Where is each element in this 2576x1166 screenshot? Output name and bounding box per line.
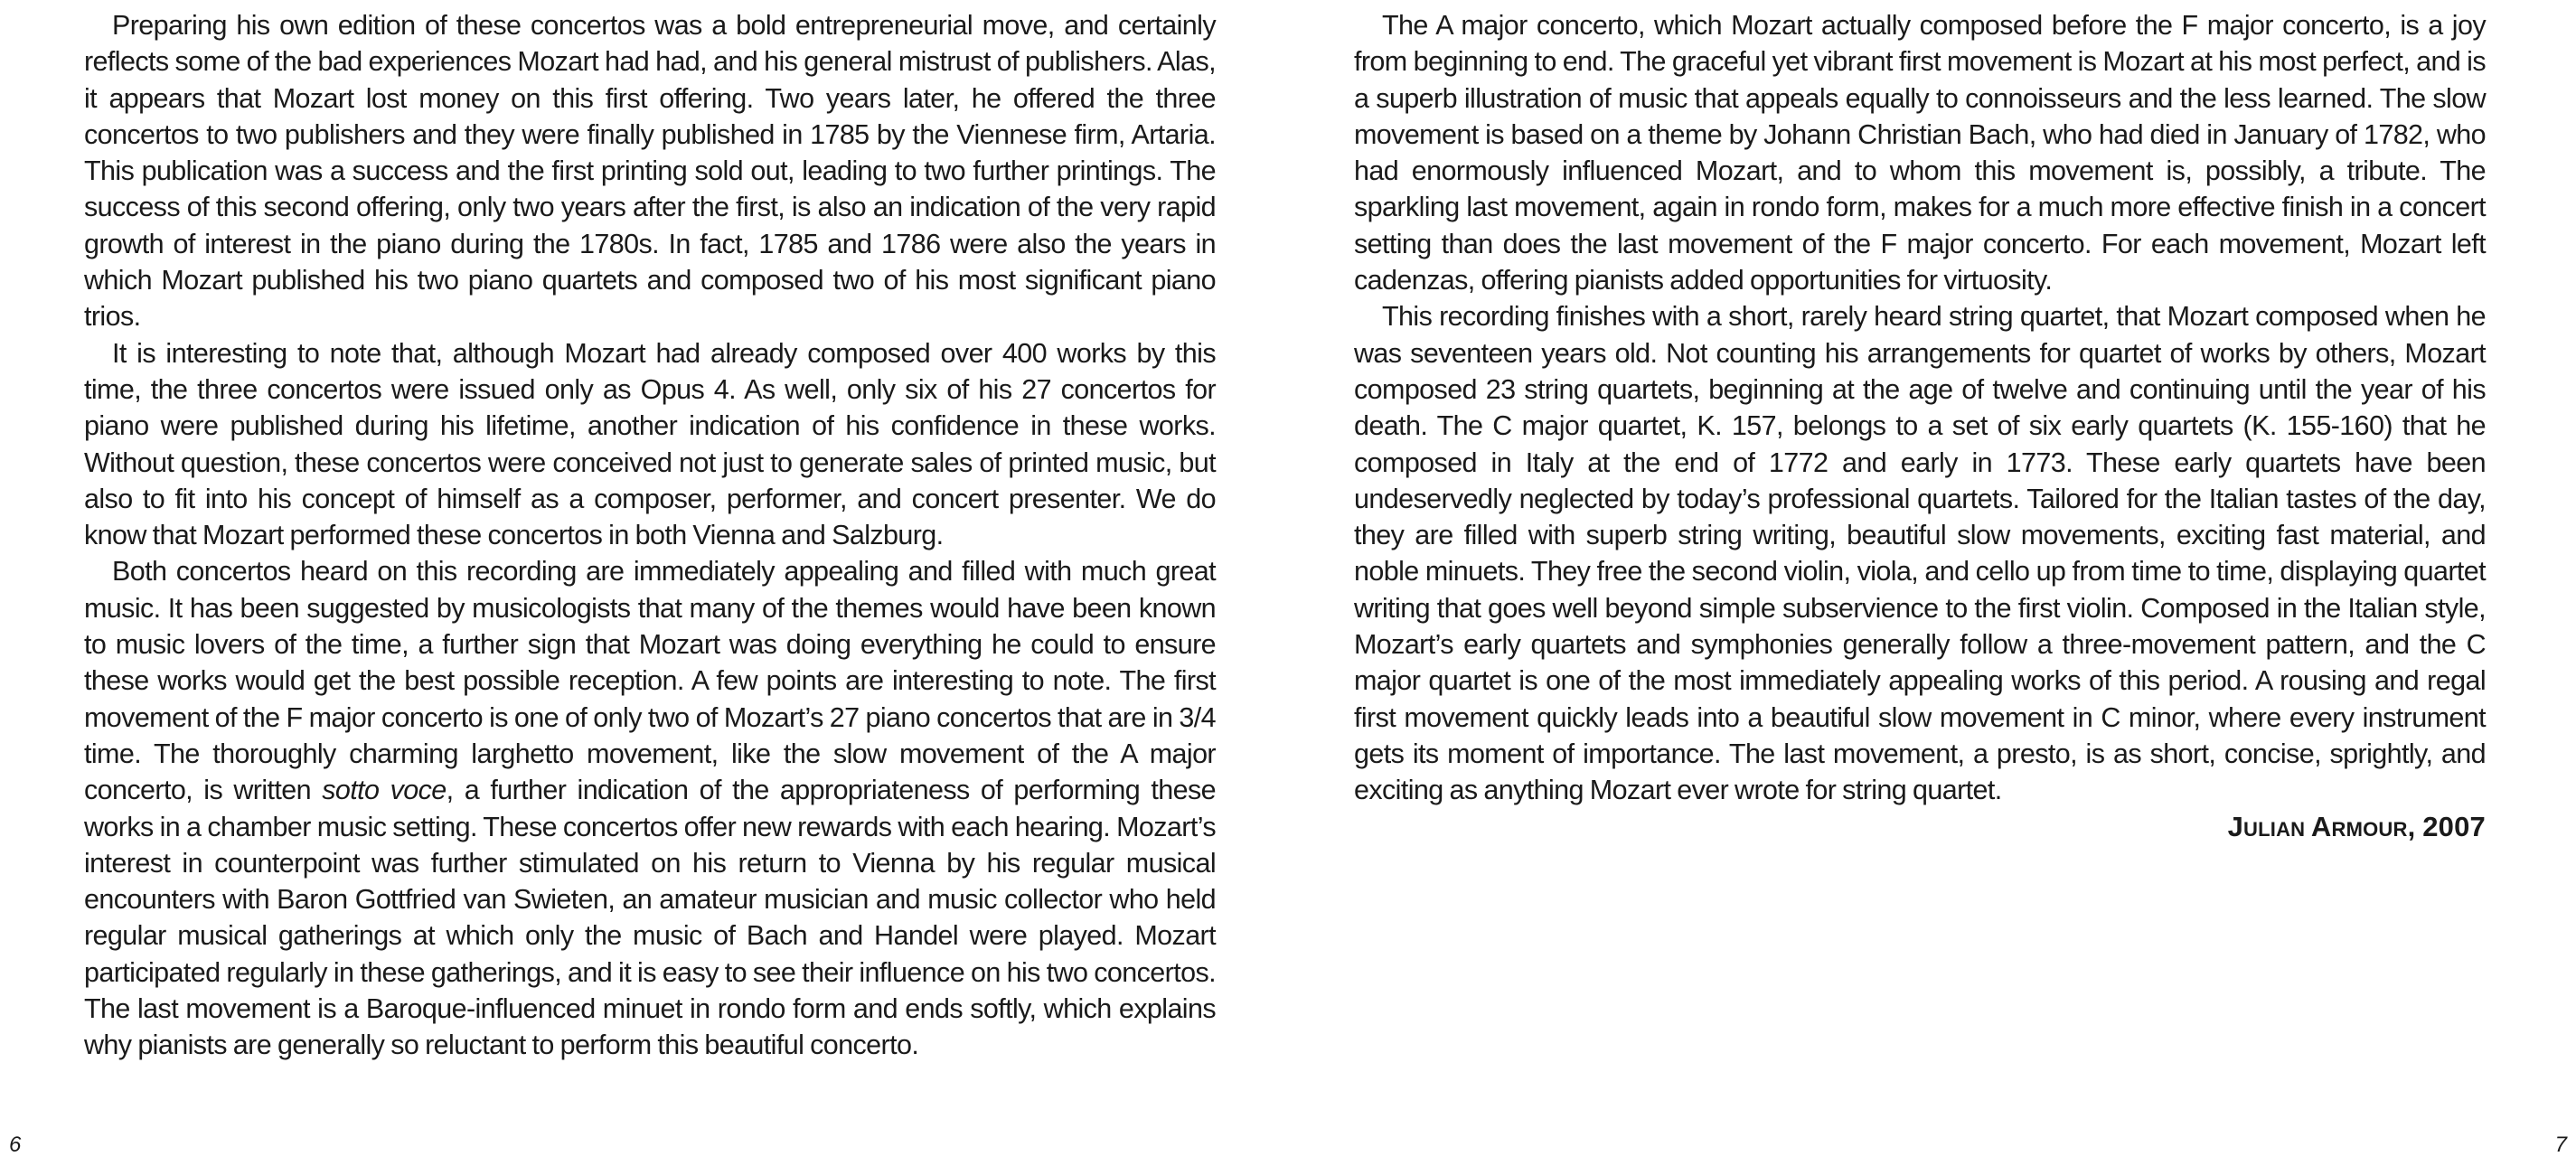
- left-text-column: [84, 7, 1216, 1064]
- author-signature: Julian Armour, 2007: [2227, 810, 2486, 842]
- left-paragraph-2: It is interesting to note that, although Mozart had already composed over 400 works by this time, the three concertos were issued only as Opus 4. As well, only six of his 27 concertos for piano were published during his lifetime, another indication of his confidence in these works. Without question, these concertos were conceived not just to generate sales of printed music, but also to fit into his concept of himself as a composer, performer, and concert presenter. We do know that Mozart performed these concertos in both Vienna and Salzburg.: [84, 337, 1216, 551]
- italic-phrase: sotto voce: [322, 775, 447, 806]
- paragraph-text-segment: , a further indication of the appropriateness of performing these works in a chamber music setting. These concertos offer new rewards with each hearing. Mozart’s interest in counterpoint was further stimulated on his return to Vienna by his regular musical encounters with Baron Gottfried van Swieten, an amateur musician and music collector who held regular musical gatherings at which only the music of Bach and Handel were played. Mozart participated regularly in these gatherings, and it is easy to see their influence on his two concertos. The last movement is a Baroque-influenced minuet in rondo form and ends softly, which explains why pianists are generally so reluctant to perform this beautiful concerto.: [84, 775, 1216, 1061]
- page-number-left: 6: [9, 1133, 22, 1157]
- left-paragraph-1: Preparing his own edition of these concertos was a bold entrepreneurial move, and certainly reflects some of the bad experiences Mozart had had, and his general mistrust of publishers. Alas, it appears that Mozart lost money on this first offering. Two years later, he offered the three concertos to two publishers and they were finally published in 1785 by the Viennese firm, Artaria. This publication was a success and the first printing sold out, leading to two further printings. The success of this second offering, only two years after the first, is also an indication of the very rapid growth of interest in the piano during the 1780s. In fact, 1785 and 1786 were also the years in which Mozart published his two piano quartets and composed two of his most significant piano trios.: [84, 10, 1216, 333]
- right-text-column: [1354, 7, 2486, 845]
- page-number-right: 7: [2554, 1133, 2567, 1157]
- paragraph-text-segment: Both concertos heard on this recording are immediately appealing and filled with much great music. It has been suggested by musicologists that many of the themes would have been known to music lovers of the time, a further sign that Mozart was doing everything he could to ensure these works would get the best possible reception. A few points are interesting to note. The first movement of the F major concerto is one of only two of Mozart’s 27 piano concertos that are in 3/4 time. The thoroughly charming larghetto movement, like the slow movement of the A major concerto, is written: [84, 556, 1216, 806]
- right-paragraph-1: The A major concerto, which Mozart actually composed before the F major concerto, is a joy from beginning to end. The graceful yet vibrant first movement is Mozart at his most perfect, and is a superb illustration of music that appeals equally to connoisseurs and the less learned. The slow movement is based on a theme by Johann Christian Bach, who had died in January of 1782, who had enormously influenced Mozart, and to whom this movement is, possibly, a tribute. The sparkling last movement, again in rondo form, makes for a much more effective finish in a concert setting than does the last movement of the F major concerto. For each movement, Mozart left cadenzas, offering pianists added opportunities for virtuosity.: [1354, 10, 2486, 296]
- right-page: [1288, 0, 2576, 1166]
- right-paragraph-2: This recording finishes with a short, rarely heard string quartet, that Mozart composed when he was seventeen years old. Not counting his arrangements for quartet of works by others, Mozart composed 23 string quartets, beginning at the age of twelve and continuing until the year of his death. The C major quartet, K. 157, belongs to a set of six early quartets (K. 155-160) that he composed in Italy at the end of 1772 and early in 1773. These early quartets have been undeservedly neglected by today’s professional quartets. Tailored for the Italian tastes of the day, they are filled with superb string writing, beautiful slow movements, exciting fast material, and noble minuets. They free the second violin, viola, and cello up from time to time, displaying quartet writing that goes well beyond simple subservience to the first violin. Composed in the Italian style, Mozart’s early quartets and symphonies generally follow a three-movement pattern, and the C major quartet is one of the most immediately appealing works of this period. A rousing and regal first movement quickly leads into a beautiful slow movement in C minor, where every instrument gets its moment of importance. The last movement, a presto, is as short, concise, sprightly, and exciting as anything Mozart ever wrote for string quartet.: [1354, 301, 2486, 806]
- left-paragraph-3: [84, 553, 1216, 1063]
